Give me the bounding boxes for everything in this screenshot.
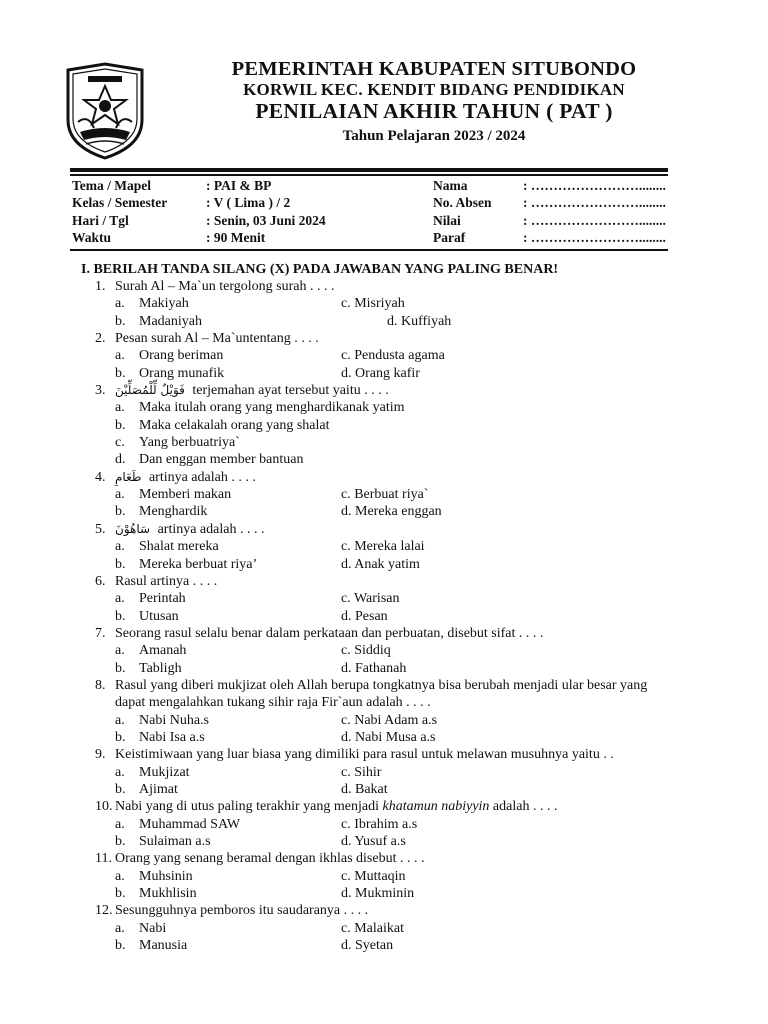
regency-emblem-logo [64, 62, 146, 160]
info-row [72, 230, 672, 247]
option-c[interactable]: c. Nabi Adam a.s [341, 712, 438, 728]
option-b[interactable]: Menghardik [139, 504, 208, 520]
option-row [95, 764, 705, 781]
option-letter: b. [115, 886, 126, 902]
info-value: : PAI & BP [206, 178, 272, 193]
question-text: Keistimiwaan yang luar biasa yang dimiliki para rasul untuk melawan musuhnya yaitu . . [115, 747, 614, 763]
option-letter: b. [115, 313, 126, 329]
option-a[interactable]: Muhsinin [139, 868, 193, 884]
option-c[interactable]: c. Mereka lalai [341, 539, 425, 555]
option-row [95, 347, 705, 364]
option-d[interactable]: d. Bakat [341, 781, 388, 797]
option-a[interactable]: Orang beriman [139, 348, 224, 364]
score-field[interactable]: : ……………………........ [523, 212, 666, 228]
document-header [150, 58, 718, 144]
question-item [95, 330, 705, 382]
option-a[interactable]: Maka itulah orang yang menghardikanak yatim [139, 400, 405, 416]
question-text: Orang yang senang beramal dengan ikhlas disebut . . . . [115, 851, 425, 867]
signature-field[interactable]: : ……………………........ [523, 229, 666, 245]
option-a[interactable]: Perintah [139, 591, 186, 607]
question-text: Pesan surah Al – Ma`untentang . . . . [115, 331, 319, 347]
info-label: Tema / Mapel [72, 178, 151, 193]
option-row [95, 729, 705, 746]
option-c[interactable]: Yang berbuatriya` [139, 435, 240, 451]
option-d[interactable]: d. Orang kafir [341, 365, 420, 381]
question-text: Sesungguhnya pemboros itu saudaranya . . . . [115, 903, 369, 919]
question-text-rest: terjemahan ayat tersebut yaitu . . . . [192, 383, 389, 399]
option-d[interactable]: d. Mukminin [341, 886, 415, 902]
option-b[interactable]: Sulaiman a.s [139, 834, 211, 849]
question-number: 3. [95, 383, 106, 399]
question-item [95, 573, 705, 625]
option-c[interactable]: c. Muttaqin [341, 868, 406, 884]
info-label: Paraf [433, 229, 466, 245]
question-text-rest: artinya adalah . . . . [148, 469, 256, 485]
option-a[interactable]: Mukjizat [139, 764, 190, 780]
option-row [95, 556, 705, 573]
option-row [95, 486, 705, 503]
option-letter: a. [115, 296, 125, 312]
header-divider-thick [70, 168, 668, 172]
office-title: KORWIL KEC. KENDIT BIDANG PENDIDIKAN [243, 79, 625, 99]
option-letter: a. [115, 920, 125, 936]
question-text-continued: dapat mengalahkan tukang sihir raja Fir`aun adalah . . . . [115, 695, 431, 711]
option-c[interactable]: c. Pendusta agama [341, 348, 445, 364]
option-row [95, 313, 705, 330]
section-instruction: I. BERILAH TANDA SILANG (X) PADA JAWABAN YANG PALING BENAR! [81, 262, 559, 277]
option-row [95, 365, 705, 382]
option-letter: b. [115, 365, 126, 381]
government-title: PEMERINTAH KABUPATEN SITUBONDO [231, 58, 637, 80]
question-item [95, 798, 705, 850]
option-a[interactable]: Nabi Nuha.s [139, 712, 209, 728]
option-b[interactable]: Mukhlisin [139, 886, 197, 902]
option-d[interactable]: d. Mereka enggan [341, 504, 442, 520]
question-item [95, 746, 705, 798]
option-letter: a. [115, 643, 125, 659]
option-letter: b. [115, 729, 126, 745]
option-a[interactable]: Shalat mereka [139, 539, 219, 555]
info-value: : V ( Lima ) / 2 [206, 195, 291, 211]
question-item [95, 469, 705, 521]
question-item [95, 521, 705, 573]
option-letter: a. [115, 816, 125, 832]
option-letter: a. [115, 400, 125, 416]
option-c[interactable]: c. Malaikat [341, 920, 404, 936]
question-text [95, 469, 705, 486]
question-item [95, 677, 705, 746]
option-row [95, 833, 705, 850]
question-number: 12. [95, 903, 113, 919]
option-b[interactable]: Maka celakalah orang yang shalat [139, 417, 330, 433]
option-row [95, 417, 705, 434]
question-number: 5. [95, 521, 106, 537]
option-letter: b. [115, 556, 126, 572]
info-value: : Senin, 03 Juni 2024 [206, 212, 326, 228]
option-b[interactable]: Utusan [139, 608, 179, 624]
question-item [95, 382, 705, 469]
info-label: Waktu [72, 229, 112, 245]
option-row [95, 503, 705, 520]
question-number: 4. [95, 469, 106, 485]
option-letter: b. [115, 504, 126, 520]
option-b[interactable]: Mereka berbuat riya’ [139, 556, 258, 572]
option-letter: b. [115, 608, 126, 624]
option-letter: b. [115, 660, 126, 676]
info-label: Nilai [433, 212, 461, 228]
option-b[interactable]: Ajimat [139, 781, 178, 797]
absen-number-field[interactable]: : ……………………........ [523, 195, 666, 211]
option-row [95, 937, 705, 954]
option-letter: a. [115, 764, 125, 780]
question-number: 10. [95, 799, 113, 815]
question-text: Surah Al – Ma`un tergolong surah . . . . [115, 279, 335, 294]
question-text-part: adalah . . . . [492, 799, 558, 815]
question-number: 11. [95, 851, 112, 867]
student-info-block [72, 178, 672, 247]
option-b[interactable]: Orang munafik [139, 365, 225, 381]
option-letter: a. [115, 487, 125, 503]
question-number: 9. [95, 747, 106, 763]
option-d[interactable]: d. Fathanah [341, 660, 407, 676]
question-number: 6. [95, 573, 106, 589]
option-c[interactable]: c. Misriyah [341, 296, 405, 312]
option-row [95, 590, 705, 607]
question-text: Rasul yang diberi mukjizat oleh Allah berupa tongkatnya bisa berubah menjadi ular besar yang [115, 677, 648, 693]
info-row [72, 178, 672, 195]
option-b[interactable]: Nabi Isa a.s [139, 729, 205, 745]
question-list [95, 278, 705, 954]
option-letter: a. [115, 868, 125, 884]
option-row [95, 399, 705, 416]
arabic-verse: فَوَيْلٌ لِّلْمُصَلِّيْنَ [115, 383, 185, 398]
option-d[interactable]: d. Kuffiyah [387, 313, 452, 329]
option-b[interactable]: Tabligh [139, 660, 182, 676]
italic-term: khatamun nabiyyin [382, 799, 490, 815]
option-d[interactable]: d. Syetan [341, 938, 394, 954]
question-text: Seorang rasul selalu benar dalam perkataan dan perbuatan, disebut sifat . . . . [115, 625, 544, 641]
option-row [95, 712, 705, 729]
info-row [72, 195, 672, 212]
option-row [95, 538, 705, 555]
exam-title: PENILAIAN AKHIR TAHUN ( PAT ) [255, 99, 613, 124]
option-letter: a. [115, 539, 125, 555]
option-row [95, 451, 705, 468]
option-a[interactable]: Amanah [139, 643, 187, 659]
question-text [95, 521, 705, 538]
question-item [95, 625, 705, 677]
info-divider [70, 249, 668, 251]
option-c[interactable]: c. Sihir [341, 764, 382, 780]
option-row [95, 885, 705, 902]
option-row [95, 816, 705, 833]
info-value: : 90 Menit [206, 229, 266, 245]
option-letter: b. [115, 938, 126, 954]
question-number: 2. [95, 331, 106, 347]
option-letter: a. [115, 348, 125, 364]
option-a[interactable]: Nabi [139, 920, 167, 936]
question-text [95, 382, 705, 399]
question-number: 7. [95, 625, 106, 641]
question-text-part: Nabi yang di utus paling terakhir yang menjadi [115, 799, 379, 815]
info-label: Nama [433, 178, 468, 193]
option-row [95, 434, 705, 451]
info-label: Hari / Tgl [72, 212, 129, 228]
option-row [95, 608, 705, 625]
info-row [72, 213, 672, 230]
option-row [95, 920, 705, 937]
question-item [95, 850, 705, 902]
option-row [95, 868, 705, 885]
option-b[interactable]: Madaniyah [139, 313, 202, 329]
option-letter: b. [115, 417, 126, 433]
option-letter: d. [115, 452, 126, 468]
option-d[interactable]: d. Pesan [341, 608, 388, 624]
option-letter: b. [115, 834, 126, 849]
info-label: Kelas / Semester [72, 195, 168, 211]
question-text: Rasul artinya . . . . [115, 573, 218, 589]
option-letter: c. [115, 435, 125, 451]
option-d[interactable]: d. Anak yatim [341, 556, 420, 572]
option-a[interactable]: Muhammad SAW [139, 816, 241, 832]
option-row [95, 660, 705, 677]
option-row [95, 295, 705, 312]
option-letter: a. [115, 591, 125, 607]
option-c[interactable]: c. Warisan [341, 591, 400, 607]
option-a[interactable]: Memberi makan [139, 487, 232, 503]
question-number: 1. [95, 279, 106, 294]
option-letter: a. [115, 712, 125, 728]
header-divider-thin [70, 174, 668, 176]
name-field[interactable]: : ……………………........ [523, 178, 666, 193]
question-item [95, 278, 705, 330]
option-row [95, 642, 705, 659]
option-d[interactable]: d. Nabi Musa a.s [341, 729, 436, 745]
question-number: 8. [95, 677, 106, 693]
option-c[interactable]: c. Siddiq [341, 643, 391, 659]
option-letter: b. [115, 781, 126, 797]
option-a[interactable]: Makiyah [139, 296, 189, 312]
option-c[interactable]: c. Ibrahim a.s [341, 816, 418, 832]
question-text-rest: artinya adalah . . . . [157, 521, 265, 537]
arabic-word: سَاهُوْنَ [115, 521, 151, 536]
option-d[interactable]: d. Yusuf a.s [341, 834, 406, 849]
option-b[interactable]: Manusia [139, 938, 188, 954]
info-label: No. Absen [433, 195, 492, 211]
option-row [95, 781, 705, 798]
option-d[interactable]: Dan enggan member bantuan [139, 452, 304, 468]
arabic-word: طَعَامِ [115, 469, 142, 484]
option-c[interactable]: c. Berbuat riya` [341, 487, 429, 503]
academic-year: Tahun Pelajaran 2023 / 2024 [342, 127, 526, 144]
question-text [95, 798, 705, 815]
question-item [95, 902, 705, 954]
